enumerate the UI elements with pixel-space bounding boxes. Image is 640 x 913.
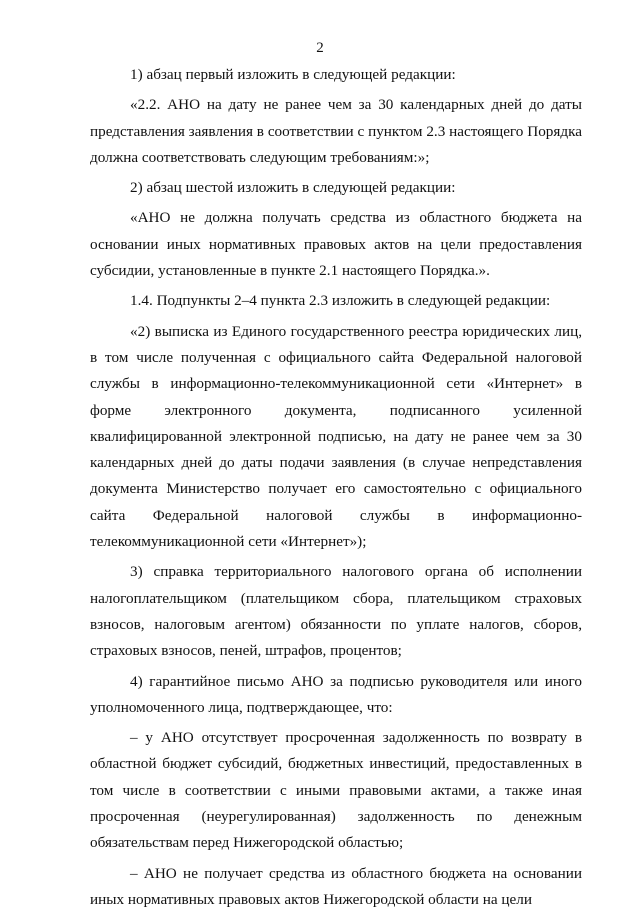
paragraph-7: 3) справка территориального налогового органа об исполнении налогоплательщиком (плательщиком сбора, плательщиком страховых взносов, налоговым агентом) обязанности по уплате налогов, сборов, страховых взносов, пеней, штрафов, процентов; — [90, 563, 582, 660]
paragraph-6: «2) выписка из Единого государственного реестра юридических лиц, в том числе полученная с официального сайта Федеральной налоговой службы в информационно-телекоммуникационной сети «Интернет» в форме электронного документа, подписанного усиленной квалифицированной электронной подписью, на дату не ранее чем за 30 календарных дней до даты подачи заявления (в случае непредставления документа Министерство получает его самостоятельно с официального сайта Федеральной налоговой службы в информационно-телекоммуникационной сети «Интернет»); — [90, 322, 582, 551]
paragraph-8: 4) гарантийное письмо АНО за подписью руководителя или иного уполномоченного лица, подтверждающее, что: — [90, 672, 582, 716]
paragraph-5: 1.4. Подпункты 2–4 пункта 2.3 изложить в следующей редакции: — [130, 292, 551, 310]
paragraph-2: «2.2. АНО на дату не ранее чем за 30 календарных дней до даты представления заявления в соответствии с пунктом 2.3 настоящего Порядка должна соответствовать следующим требованиям:»; — [90, 96, 582, 166]
paragraph-10: – АНО не получает средства из областного бюджета на основании иных нормативных правовых актов Нижегородской области на цели — [90, 864, 582, 908]
paragraph-1: 1) абзац первый изложить в следующей редакции: — [130, 66, 456, 83]
paragraph-3: 2) абзац шестой изложить в следующей редакции: — [130, 179, 456, 197]
page-number: 2 — [316, 40, 324, 56]
paragraph-9: – у АНО отсутствует просроченная задолженность по возврату в областной бюджет субсидий, бюджетных инвестиций, предоставленных в том числе в соответствии с иными правовыми актами, а также иная просроченная (неурегулированная) задолженность по денежным обязательствам перед Нижегородской областью; — [90, 729, 582, 852]
document-body — [90, 62, 582, 913]
paragraph-4: «АНО не должна получать средства из областного бюджета на основании иных нормативных правовых актов на цели предоставления субсидии, установленные в пункте 2.1 настоящего Порядка.». — [90, 209, 582, 280]
